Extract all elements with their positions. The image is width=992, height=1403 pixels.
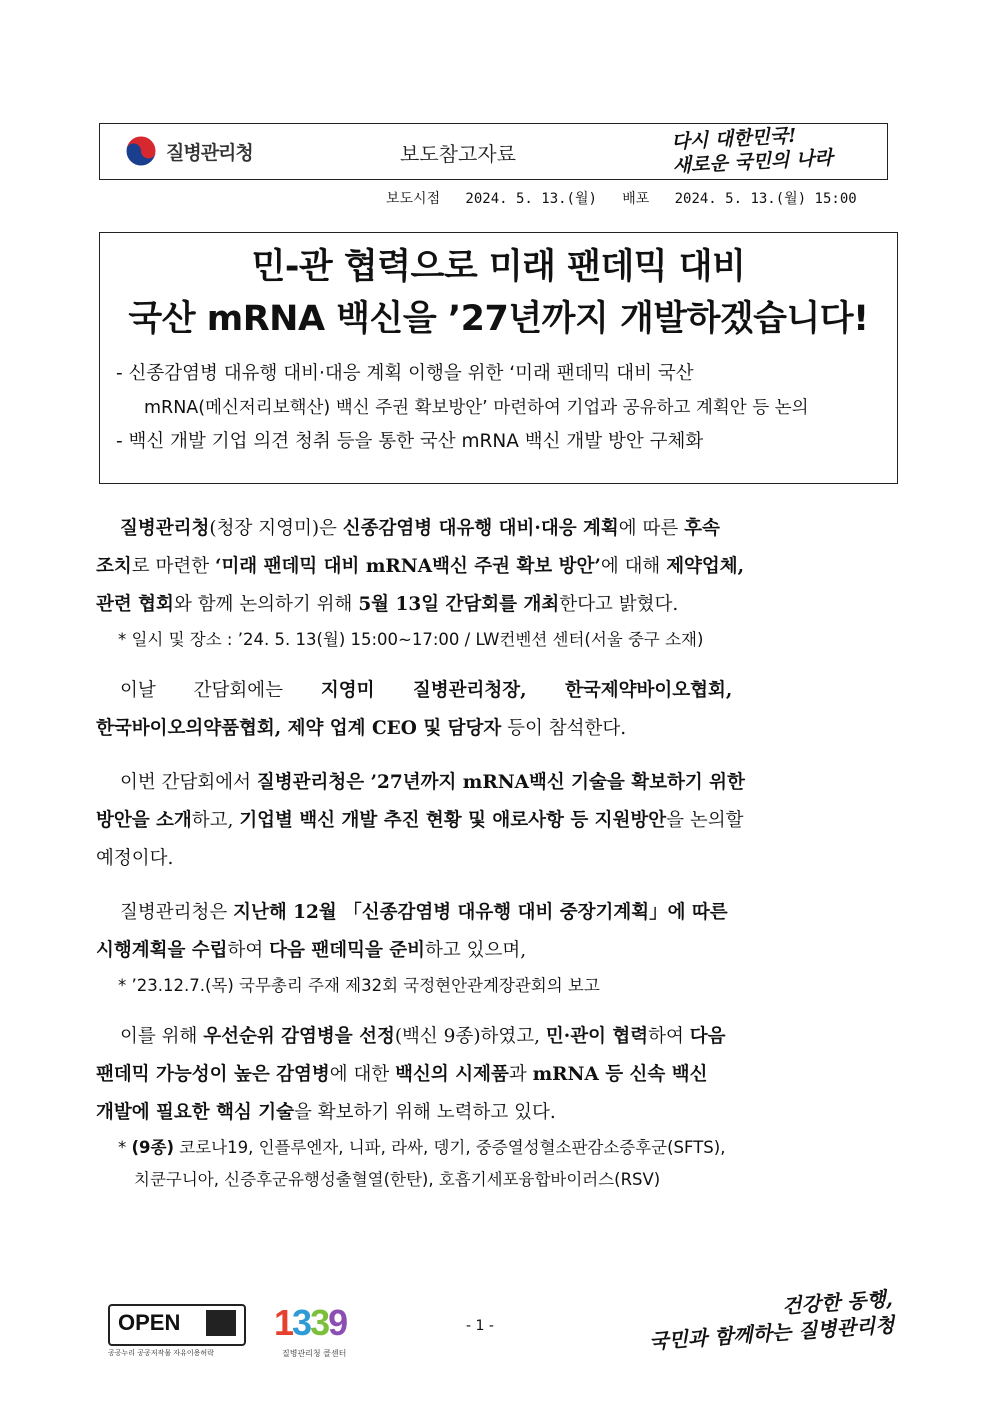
p1-pharma: 제약업체,: [666, 556, 745, 577]
page-number: - 1 -: [466, 1318, 494, 1334]
p1-plan: 신종감염병 대유행 대비·대응 계획: [342, 518, 619, 539]
p4-prepare: 다음 팬데믹을 준비: [269, 940, 426, 961]
p4-text2: 하여: [227, 940, 270, 961]
p3-text2: 하고,: [191, 810, 240, 831]
header-box: [99, 123, 888, 180]
p5-text3: 하여: [648, 1026, 690, 1047]
footer-slogan-line2: 국민과 함께하는 질병관리청: [648, 1312, 896, 1354]
note-diseases: * (9종) 코로나19, 인플루엔자, 니파, 라싸, 뎅기, 중증열성혈소판감소증후군(SFTS),: [118, 1138, 726, 1157]
footer-slogan: [646, 1285, 895, 1354]
header-slogan: [671, 122, 833, 178]
note-schedule: * 일시 및 장소 : ’24. 5. 13(월) 15:00∼17:00 / LW컨벤션 센터(서울 중구 소재): [118, 630, 704, 649]
note-meeting: * ’23.12.7.(목) 국무총리 주재 제32회 국정현안관계장관회의 보고: [118, 976, 600, 995]
headline: [100, 241, 897, 345]
paragraph-3: [96, 764, 898, 878]
open-license-badge: [108, 1304, 246, 1346]
p1-text: (청장 지영미)은: [209, 518, 343, 539]
p2-text: 이날 간담회에는: [120, 680, 321, 701]
headline-line2: 국산 mRNA 백신을 ’27년까지 개발하겠습니다!: [128, 299, 869, 339]
summary-item-2: - 백신 개발 기업 의견 청취 등을 통한 국산 mRNA 백신 개발 방안 구체화: [116, 431, 704, 452]
p1-text3: 로 마련한: [131, 556, 215, 577]
release-label: 보도시점: [386, 191, 441, 207]
p5-cooperation: 민·관이 협력: [545, 1026, 649, 1047]
callcenter-digit: 3: [310, 1302, 329, 1343]
summary-item-1-cont: mRNA(메신저리보핵산) 백신 주권 확보방안’ 마련하여 기업과 공유하고 계획안 등 논의: [144, 398, 809, 418]
p4-plan: 지난해 12월 「신종감염병 대유행 대비 중장기계획」에 따른: [233, 902, 728, 923]
footer: [0, 1286, 992, 1370]
p5-prototype: 백신의 시제품: [395, 1064, 509, 1085]
headline-line1: 민-관 협력으로 미래 팬데믹 대비: [251, 247, 746, 287]
p4-text: 질병관리청은: [120, 902, 234, 923]
paragraph-5: [96, 1018, 898, 1132]
p1-text2: 에 따른: [618, 518, 685, 539]
summary-item-1: - 신종감염병 대유행 대비·대응 계획 이행을 위한 ‘미래 팬데믹 대비 국산: [116, 363, 694, 384]
p5-disease: 팬데믹 가능성이 높은 감염병: [96, 1064, 330, 1085]
p1-text5: 와 함께 논의하기 위해: [173, 594, 359, 615]
p2-text2: 등이 참석한다.: [501, 718, 627, 739]
p1-text6: 한다고 밝혔다.: [559, 594, 679, 615]
p1-followup: 후속: [684, 518, 720, 539]
header-slogan-line1: 다시 대한민국!: [670, 124, 797, 154]
distribution-date: 2024. 5. 13.(월) 15:00: [674, 191, 857, 207]
p5-text2: (백신 9종)하였고,: [394, 1026, 546, 1047]
p5-text6: 을 확보하기 위해 노력하고 있다.: [294, 1102, 556, 1123]
paragraph-1: [96, 510, 898, 624]
p3-text4: 예정이다.: [96, 848, 174, 869]
p1-strategy: ‘미래 팬데믹 대비 mRNA백신 주권 확보 방안’: [215, 556, 601, 577]
agency-name: 질병관리청: [166, 141, 253, 164]
summary: [116, 357, 887, 459]
p3-goal: 질병관리청은 ’27년까지 mRNA백신 기술을 확보하기 위한: [256, 772, 745, 793]
p3-support: 기업별 백신 개발 추진 현황 및 애로사항 등 지원방안: [239, 810, 667, 831]
paragraph-2: [96, 672, 898, 748]
p4-text3: 하고 있으며,: [425, 940, 527, 961]
open-label: OPEN: [118, 1310, 181, 1335]
p3-text3: 을 논의할: [666, 810, 744, 831]
release-type: 보도참고자료: [400, 142, 516, 166]
open-license-caption: 공공누리 공공저작물 자유이용허락: [108, 1349, 214, 1357]
agency-logo: [124, 134, 253, 168]
p5-rapid: mRNA 등 신속 백신: [532, 1064, 708, 1085]
p1-assoc: 관련 협회: [96, 594, 174, 615]
callcenter-digit: 1: [274, 1302, 293, 1343]
p4-established: 시행계획을 수립: [96, 940, 228, 961]
callcenter-digit: 3: [292, 1302, 311, 1343]
p2-attendees2: 한국바이오의약품협회, 제약 업계 CEO 및 담당자: [96, 718, 502, 739]
p1-measure: 조치: [96, 556, 132, 577]
p5-text5: 과: [508, 1064, 533, 1085]
header-slogan-line2: 새로운 국민의 나라: [672, 146, 834, 178]
distribution-label: 배포: [622, 191, 650, 207]
dateline: [386, 188, 857, 208]
p3-intro: 방안을 소개: [96, 810, 192, 831]
p5-priority: 우선순위 감염병을 선정: [203, 1026, 395, 1047]
article-body: [96, 510, 898, 1196]
note-diseases-cont: 치쿤구니아, 신증후군유행성출혈열(한탄), 호흡기세포융합바이러스(RSV): [134, 1170, 661, 1189]
callcenter-caption: 질병관리청 콜센터: [282, 1349, 347, 1358]
p2-attendees: 지영미 질병관리청장, 한국제약바이오협회,: [320, 680, 733, 701]
p5-next: 다음: [689, 1026, 726, 1047]
p5-text4: 에 대한: [329, 1064, 396, 1085]
p1-meeting: 5월 13일 간담회를 개최: [358, 594, 560, 615]
taegeuk-icon: [124, 134, 158, 168]
release-date: 2024. 5. 13.(월): [465, 191, 597, 207]
footer-slogan-line1: 건강한 동행,: [781, 1286, 894, 1319]
p5-tech: 개발에 필요한 핵심 기술: [96, 1102, 295, 1123]
p5-text: 이를 위해: [120, 1026, 204, 1047]
note-diseases-line1: 코로나19, 인플루엔자, 니파, 라싸, 뎅기, 중증열성혈소판감소증후군(SFTS),: [174, 1138, 726, 1157]
p3-text: 이번 간담회에서: [120, 772, 257, 793]
note-diseases-label: (9종): [131, 1138, 175, 1157]
paragraph-4: [96, 894, 898, 970]
p1-agency: 질병관리청: [120, 518, 210, 539]
person-icon: [206, 1310, 236, 1336]
p1-text4: 에 대해: [600, 556, 667, 577]
callcenter-logo: [274, 1302, 346, 1344]
callcenter-digit: 9: [328, 1302, 347, 1343]
title-box: [99, 232, 898, 484]
